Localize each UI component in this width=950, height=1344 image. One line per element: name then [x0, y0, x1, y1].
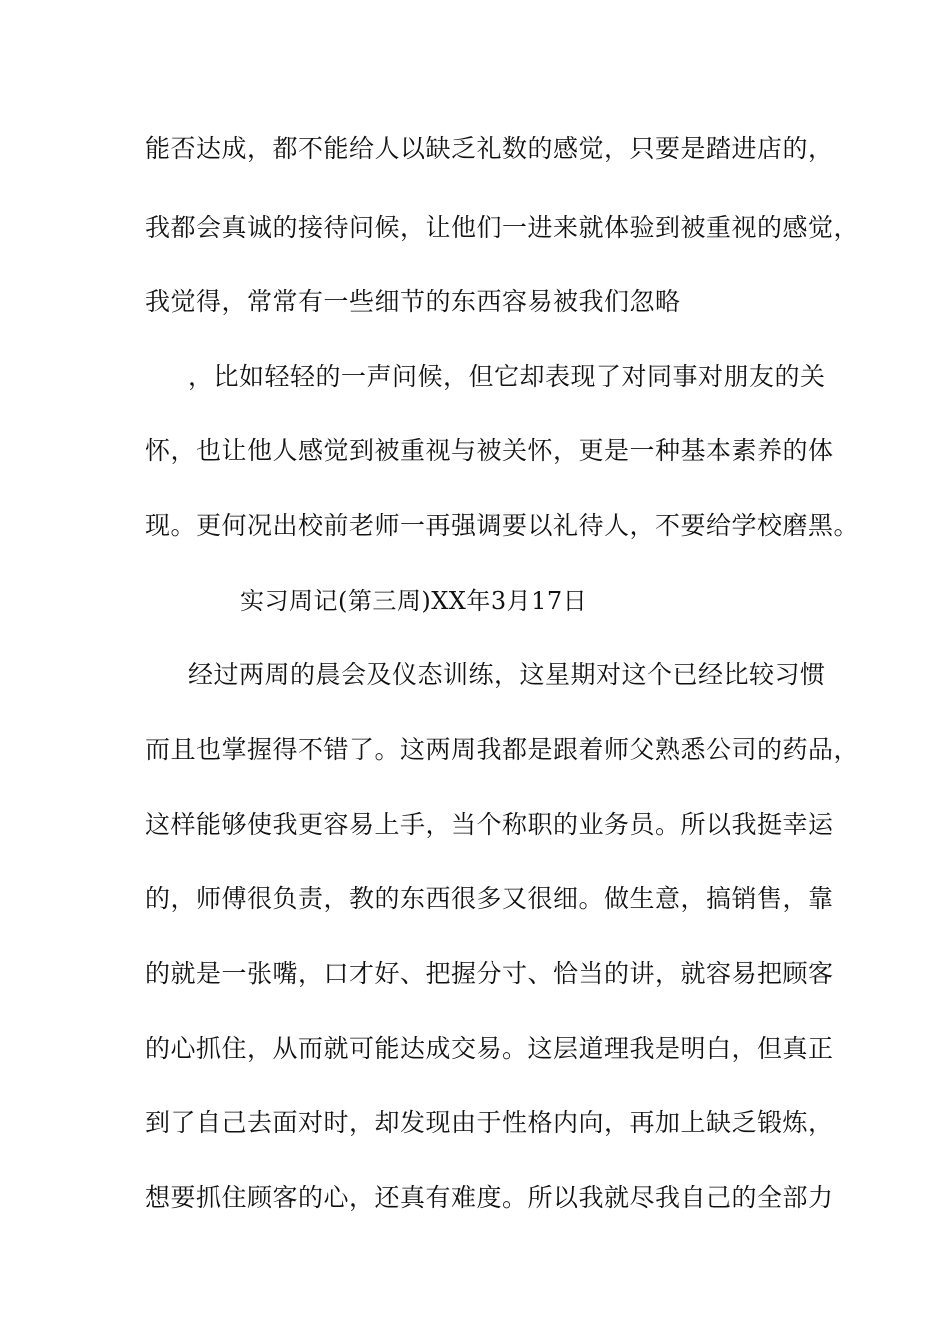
text-line: 到了自己去面对时，却发现由于性格内向，再加上缺乏锻炼， [145, 1108, 834, 1137]
section-heading: 实习周记(第三周)XX年3月17日 [240, 587, 588, 615]
text-line: 想要抓住顾客的心，还真有难度。所以我就尽我自己的全部力 [145, 1183, 834, 1212]
text-line: 现。更何况出校前老师一再强调要以礼待人，不要给学校磨黑。 [145, 511, 860, 540]
text-line: 的心抓住，从而就可能达成交易。这层道理我是明白，但真正 [145, 1034, 834, 1063]
text-line: 怀，也让他人感觉到被重视与被关怀，更是一种基本素养的体 [145, 436, 834, 465]
text-line: ，比如轻轻的一声问候，但它却表现了对同事对朋友的关 [188, 362, 826, 391]
text-line: 而且也掌握得不错了。这两周我都是跟着师父熟悉公司的药品， [145, 735, 860, 764]
text-line: 我都会真诚的接待问候，让他们一进来就体验到被重视的感觉， [145, 213, 860, 242]
text-line: 这样能够使我更容易上手，当个称职的业务员。所以我挺幸运 [145, 810, 834, 839]
text-line: 的，师傅很负责，教的东西很多又很细。做生意，搞销售，靠 [145, 884, 834, 913]
text-line: 经过两周的晨会及仪态训练，这星期对这个已经比较习惯 [188, 660, 826, 689]
text-line: 能否达成，都不能给人以缺乏礼数的感觉，只要是踏进店的， [145, 134, 834, 163]
text-line: 的就是一张嘴，口才好、把握分寸、恰当的讲，就容易把顾客 [145, 959, 834, 988]
text-line: 我觉得，常常有一些细节的东西容易被我们忽略 [145, 287, 681, 316]
